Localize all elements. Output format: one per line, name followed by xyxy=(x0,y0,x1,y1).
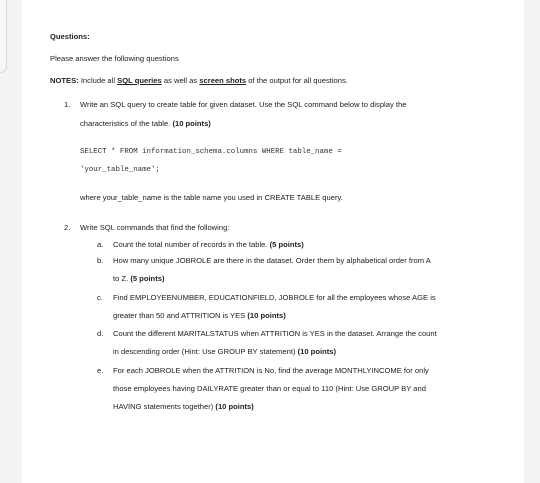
notes-label: NOTES: xyxy=(50,76,79,85)
q2b-line2 xyxy=(113,274,164,284)
q2d-line1: Count the different MARITALSTATUS when ATTRITION is YES in the dataset. Arrange the count xyxy=(113,329,437,338)
q2a-body: Count the total number of records in the table. xyxy=(113,240,270,249)
q2e-letter: e. xyxy=(97,366,104,375)
q2c-line2 xyxy=(113,311,286,321)
q1-note: where your_table_name is the table name you used in CREATE TABLE query. xyxy=(80,193,343,202)
q2-intro: Write SQL commands that find the following: xyxy=(80,223,230,232)
q2e-points: (10 points) xyxy=(215,402,254,411)
sql-queries-emphasis: SQL queries xyxy=(117,76,162,85)
q1-line2-text: characteristics of the table. xyxy=(80,119,173,128)
notes-text-a: Include all xyxy=(78,76,118,85)
previous-page-edge xyxy=(0,0,7,73)
q1-points: (10 points) xyxy=(172,119,211,128)
q1-line2 xyxy=(80,119,211,129)
notes-text-c: of the output for all questions. xyxy=(246,76,348,85)
q2b-letter: b. xyxy=(97,256,104,265)
q2c-line1: Find EMPLOYEENUMBER, EDUCATIONFIELD, JOBROLE for all the employees whose AGE is xyxy=(113,293,436,302)
q2b-line1: How many unique JOBROLE are there in the dataset. Order them by alphabetical order from A xyxy=(113,256,431,265)
q2d-line2 xyxy=(113,347,336,357)
q2c-letter: c. xyxy=(97,293,103,302)
q2c-body: greater than 50 and ATTRITION is YES xyxy=(113,311,248,320)
sql-code-line2: 'your_table_name'; xyxy=(80,166,160,174)
q2e-line3 xyxy=(113,402,254,412)
document-page xyxy=(22,0,524,483)
q2e-line2: those employees having DAILYRATE greater than or equal to 110 (Hint: Use GROUP BY and xyxy=(113,384,426,393)
q2b-body: to Z. xyxy=(113,274,131,283)
questions-heading: Questions: xyxy=(50,32,90,41)
q2d-letter: d. xyxy=(97,329,104,338)
q1-number: 1. xyxy=(64,100,71,109)
q2d-points: (10 points) xyxy=(297,347,336,356)
intro-text: Please answer the following questions xyxy=(50,54,179,63)
notes-text-b: as well as xyxy=(161,76,200,85)
q2a-letter: a. xyxy=(97,240,104,249)
q2c-points: (10 points) xyxy=(247,311,286,320)
q2e-body: HAVING statements together) xyxy=(113,402,216,411)
q2a-text xyxy=(113,240,304,250)
q2a-points: (5 points) xyxy=(269,240,304,249)
sql-code-line1: SELECT * FROM information_schema.columns WHERE table_name = xyxy=(80,148,342,156)
q2e-line1: For each JOBROLE when the ATTRITION is No, find the average MONTHLYINCOME for only xyxy=(113,366,429,375)
q2b-points: (5 points) xyxy=(130,274,165,283)
screen-shots-emphasis: screen shots xyxy=(199,76,247,85)
notes-line xyxy=(50,76,348,86)
q1-line1: Write an SQL query to create table for given dataset. Use the SQL command below to display the xyxy=(80,100,407,109)
q2d-body: in descending order (Hint: Use GROUP BY statement) xyxy=(113,347,298,356)
q2-number: 2. xyxy=(64,223,71,232)
